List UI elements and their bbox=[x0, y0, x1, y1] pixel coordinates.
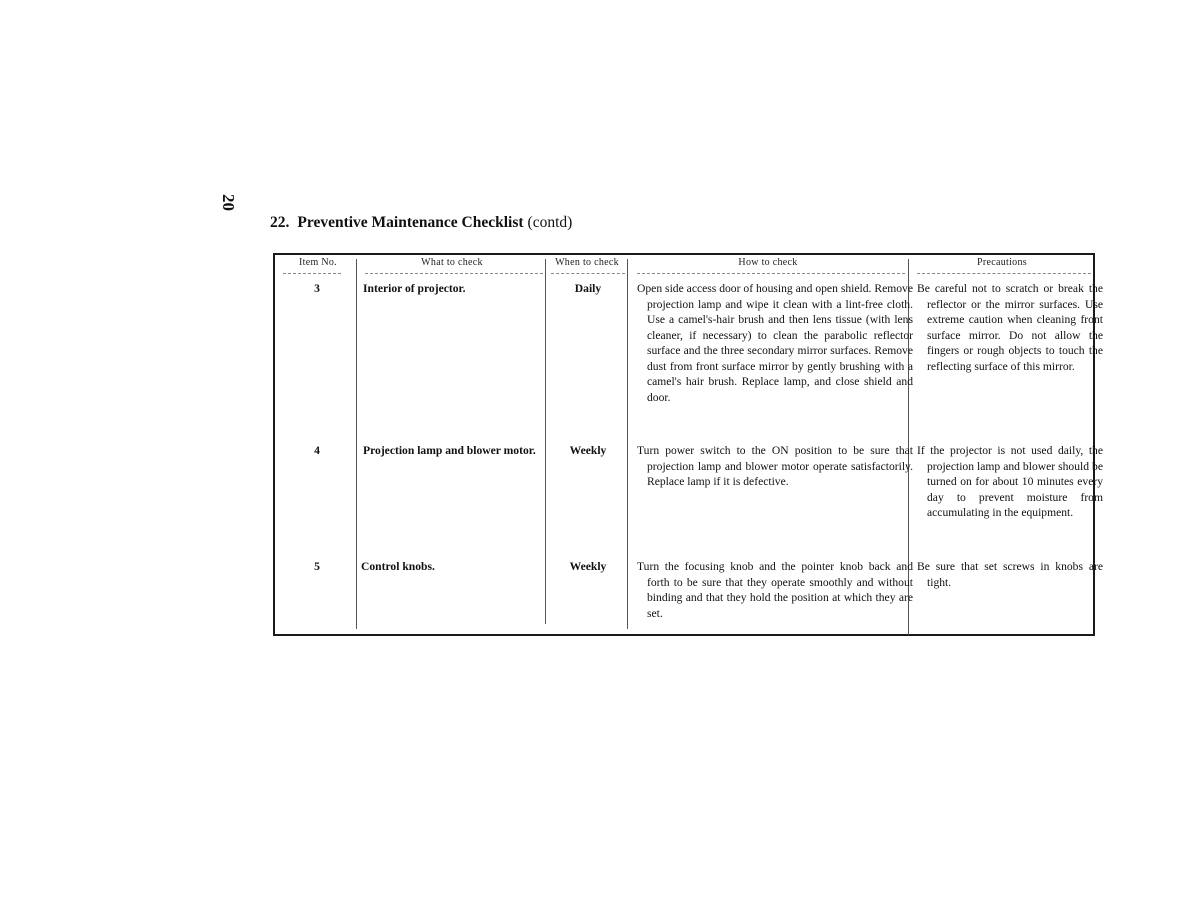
row-4-precautions: If the projector is not used daily, the projection lamp and blower should be turned on for about 10 minutes every day to prevent moisture from accumulating in the equipment. bbox=[917, 444, 1103, 519]
row-3-item-no: 3 bbox=[314, 282, 320, 295]
header-rule bbox=[637, 273, 905, 274]
section-title bbox=[270, 214, 572, 232]
row-4-what-to-check: Projection lamp and blower motor. bbox=[363, 444, 536, 457]
row-5-item-no: 5 bbox=[314, 560, 320, 573]
row-3-precautions: Be careful not to scratch or break the reflector or the mirror surfaces. Use extreme caution when cleaning front surface mirror. Do not allow the fingers or rough objects to touch the reflecting surface of this mirror. bbox=[917, 282, 1103, 373]
row-3-when-to-check: Daily bbox=[574, 282, 602, 295]
table-header bbox=[275, 257, 1093, 275]
section-title-suffix: (contd) bbox=[527, 214, 573, 231]
header-how-to-check: How to check bbox=[738, 257, 798, 268]
header-rule bbox=[551, 273, 625, 274]
row-3-what-to-check: Interior of projector. bbox=[363, 282, 466, 295]
row-5-precautions: Be sure that set screws in knobs are tight. bbox=[917, 560, 1103, 589]
section-title-main: Preventive Maintenance Checklist bbox=[297, 214, 524, 231]
row-3-how-to-check: Open side access door of housing and open shield. Remove projection lamp and wipe it clean with a lint-free cloth. Use a camel's-hair brush and then lens tissue (with lens cleaner, if necessary) to clean the parabolic reflector surface and the three secondary mirror surfaces. Remove dust from front surface mirror by gently brushing with a camel's hair brush. Replace lamp, and close shield and door. bbox=[637, 282, 913, 404]
row-5-what-to-check: Control knobs. bbox=[361, 560, 435, 573]
maintenance-checklist-table bbox=[273, 253, 1103, 636]
row-5-when-to-check: Weekly bbox=[569, 560, 607, 573]
header-rule bbox=[917, 273, 1091, 274]
row-5-how-to-check: Turn the focusing knob and the pointer knob back and forth to be sure that they operate smoothly and without binding and that they hold the position at which they are set. bbox=[637, 560, 913, 620]
header-item-no: Item No. bbox=[299, 257, 337, 268]
page-number: 20 bbox=[219, 194, 238, 211]
row-4-item-no: 4 bbox=[314, 444, 320, 457]
header-rule bbox=[365, 273, 543, 274]
header-what-to-check: What to check bbox=[421, 257, 483, 268]
header-rule bbox=[283, 273, 341, 274]
header-precautions: Precautions bbox=[977, 257, 1027, 268]
row-4-when-to-check: Weekly bbox=[569, 444, 607, 457]
section-number: 22. bbox=[270, 214, 290, 231]
row-4-how-to-check: Turn power switch to the ON position to be sure that projection lamp and blower motor operate satisfactorily. Replace lamp if it is defective. bbox=[637, 444, 913, 488]
header-when-to-check: When to check bbox=[555, 257, 619, 268]
